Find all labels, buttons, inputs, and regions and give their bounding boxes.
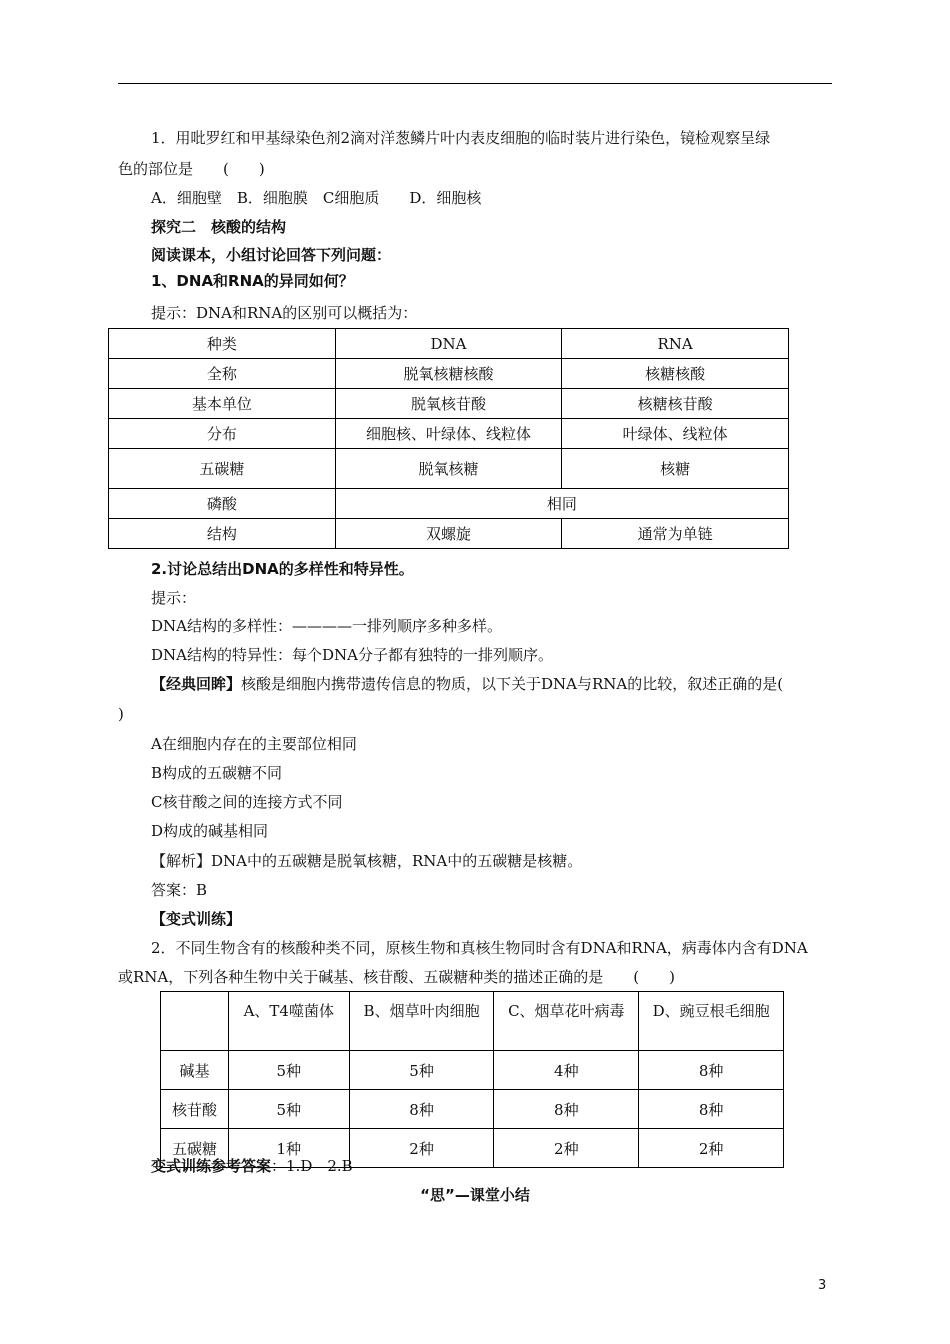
table-cell: 基本单位 <box>109 389 336 419</box>
table-cell: RNA <box>562 329 789 359</box>
q2-title: 2.讨论总结出DNA的多样性和特异性。 <box>151 560 414 578</box>
hint-line: 提示：DNA和RNA的区别可以概括为： <box>151 304 418 322</box>
table-cell: 核糖核苷酸 <box>562 389 789 419</box>
table-cell: 五碳糖 <box>109 449 336 489</box>
table-cell: C、烟草花叶病毒 <box>494 992 639 1051</box>
table-row <box>109 359 789 389</box>
table-cell: 1种 <box>228 1129 349 1168</box>
organism-comparison-table <box>160 991 784 1168</box>
table-cell: 8种 <box>639 1090 784 1129</box>
table-cell: A、T4噬菌体 <box>228 992 349 1051</box>
option-b: B构成的五碳糖不同 <box>151 764 283 782</box>
table-cell: 通常为单链 <box>562 519 789 549</box>
table-cell: 分布 <box>109 419 336 449</box>
table-cell: 8种 <box>639 1051 784 1090</box>
table-row <box>161 1051 784 1090</box>
table-header-row <box>109 329 789 359</box>
classic-review-line <box>151 673 783 695</box>
table-cell-merged: 相同 <box>335 489 788 519</box>
table-cell: 4种 <box>494 1051 639 1090</box>
dna-rna-comparison-table <box>108 328 789 549</box>
table-cell: 核糖 <box>562 449 789 489</box>
table-cell: 双螺旋 <box>335 519 562 549</box>
table-cell: 2种 <box>494 1129 639 1168</box>
table-cell: 5种 <box>228 1090 349 1129</box>
classic-review-text: 核酸是细胞内携带遗传信息的物质，以下关于DNA与RNA的比较，叙述正确的是( <box>241 675 784 693</box>
variant-line1: 2．不同生物含有的核酸种类不同，原核生物和真核生物同时含有DNA和RNA，病毒体内含有DNA <box>151 939 808 957</box>
table-cell: 全称 <box>109 359 336 389</box>
table-row <box>109 419 789 449</box>
answer-line: 答案：B <box>151 881 208 899</box>
table-cell: D、豌豆根毛细胞 <box>639 992 784 1051</box>
table-cell: DNA <box>335 329 562 359</box>
table-cell: 种类 <box>109 329 336 359</box>
table-cell: B、烟草叶肉细胞 <box>349 992 494 1051</box>
question-dna-rna: 1、DNA和RNA的异同如何？ <box>151 272 354 290</box>
table-cell: 2种 <box>639 1129 784 1168</box>
table-cell <box>161 992 229 1051</box>
diversity-line: DNA结构的多样性：————一排列顺序多种多样。 <box>151 617 502 635</box>
answers-text: ：1.D 2.B <box>271 1157 353 1175</box>
q1-line1: 1．用吡罗红和甲基绿染色剂2滴对洋葱鳞片叶内表皮细胞的临时装片进行染色，镜检观察呈绿 <box>151 129 771 147</box>
section-title: 探究二 核酸的结构 <box>151 218 287 236</box>
table-row <box>109 449 789 489</box>
table-cell: 5种 <box>228 1051 349 1090</box>
answers-label: 变式训练参考答案 <box>151 1157 272 1175</box>
q1-options: A．细胞壁 B．细胞膜 C细胞质 D．细胞核 <box>151 189 482 207</box>
option-c: C核苷酸之间的连接方式不同 <box>151 793 343 811</box>
classic-close-paren: ) <box>118 705 124 723</box>
table-cell: 核苷酸 <box>161 1090 229 1129</box>
table-cell: 五碳糖 <box>161 1129 229 1168</box>
table-cell: 脱氧核苷酸 <box>335 389 562 419</box>
table-cell: 5种 <box>349 1051 494 1090</box>
table-row <box>109 519 789 549</box>
option-d: D构成的碱基相同 <box>151 822 269 840</box>
summary-heading: “思”—课堂小结 <box>420 1186 530 1204</box>
table-cell: 结构 <box>109 519 336 549</box>
table-header-row <box>161 992 784 1051</box>
table-row <box>109 389 789 419</box>
analysis-line: 【解析】DNA中的五碳糖是脱氧核糖，RNA中的五碳糖是核糖。 <box>151 852 583 870</box>
q2-hint: 提示： <box>151 589 197 607</box>
section-instruction: 阅读课本，小组讨论回答下列问题： <box>151 246 392 264</box>
table-cell: 2种 <box>349 1129 494 1168</box>
variant-line2: 或RNA，下列各种生物中关于碱基、核苷酸、五碳糖种类的描述正确的是 ( ) <box>118 968 675 986</box>
answers-line <box>151 1155 353 1177</box>
table-cell: 核糖核酸 <box>562 359 789 389</box>
specificity-line: DNA结构的特异性：每个DNA分子都有独特的一排列顺序。 <box>151 646 553 664</box>
table-row <box>161 1090 784 1129</box>
variant-title: 【变式训练】 <box>151 910 242 928</box>
page-number: 3 <box>818 1278 827 1293</box>
table-row-phosphate <box>109 489 789 519</box>
table-cell: 叶绿体、线粒体 <box>562 419 789 449</box>
table-cell: 脱氧核糖核酸 <box>335 359 562 389</box>
table-cell: 脱氧核糖 <box>335 449 562 489</box>
table-cell: 碱基 <box>161 1051 229 1090</box>
classic-review-label: 【经典回眸】 <box>151 675 242 693</box>
header-rule <box>118 83 832 84</box>
table-cell: 细胞核、叶绿体、线粒体 <box>335 419 562 449</box>
option-a: A在细胞内存在的主要部位相同 <box>151 735 357 753</box>
table-cell: 8种 <box>494 1090 639 1129</box>
q1-line2: 色的部位是 ( ) <box>118 160 265 178</box>
table-cell: 磷酸 <box>109 489 336 519</box>
table-cell: 8种 <box>349 1090 494 1129</box>
